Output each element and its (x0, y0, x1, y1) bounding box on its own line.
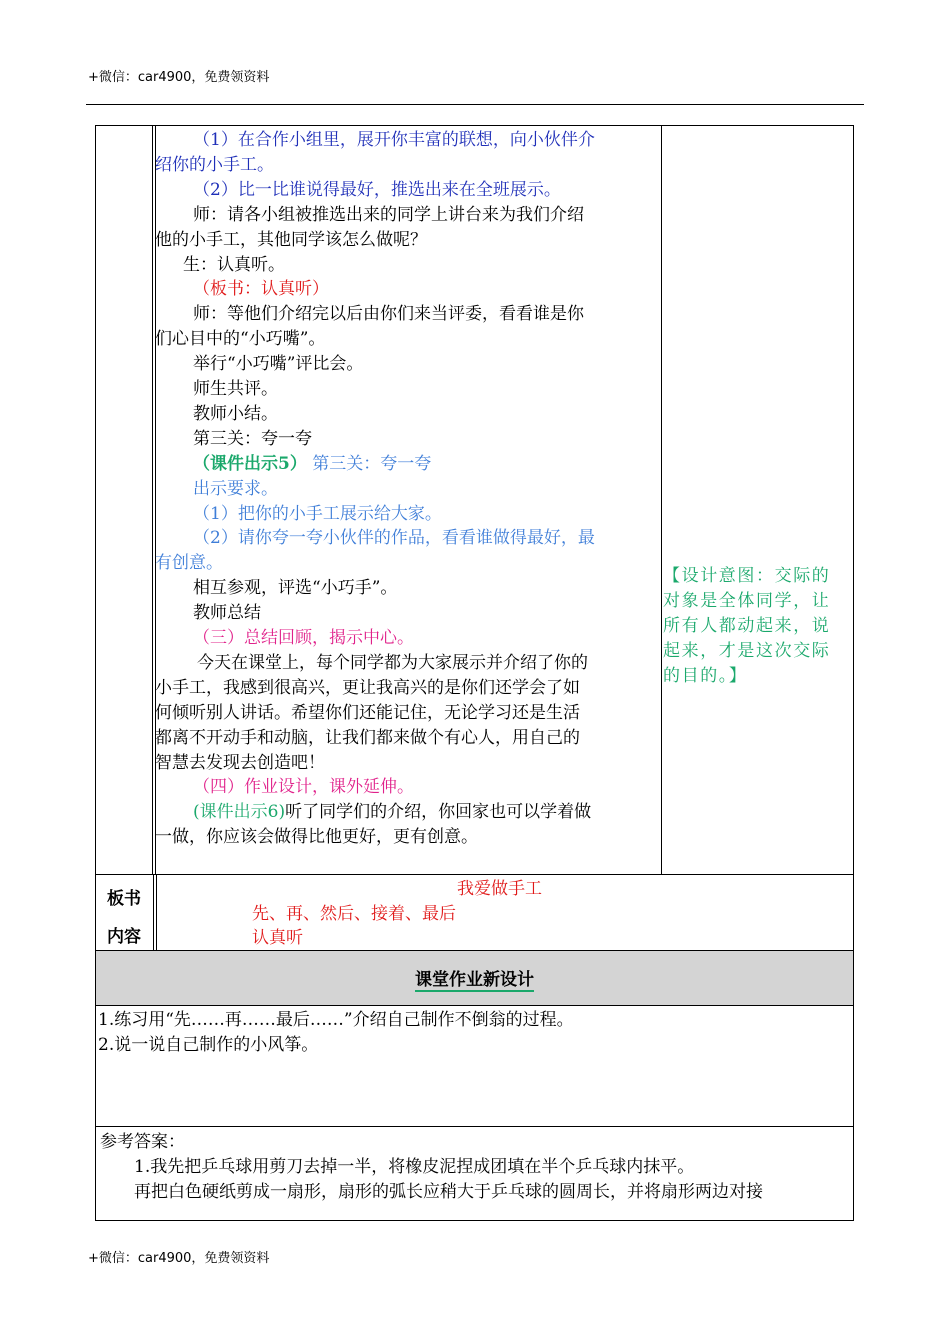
board-label-2: 内容 (107, 927, 141, 947)
lesson-line (183, 253, 285, 278)
lesson-line (193, 626, 414, 651)
lesson-line-segment: （2）请你夸一夸小伙伴的作品，看看谁做得最好，最 (193, 528, 595, 549)
lesson-line-segment: 都离不开动手和动脑，让我们都来做个有心人，用自己的 (155, 727, 580, 748)
answer-divider (96, 1126, 853, 1127)
lesson-content (155, 128, 660, 868)
lesson-line-segment: （板书：认真听） (193, 279, 329, 300)
lesson-line-segment: 相互参观，评选“小巧手”。 (193, 578, 398, 599)
header-divider (86, 104, 864, 105)
lesson-line (193, 128, 595, 153)
lesson-line-segment: 第三关：夸一夸 (306, 453, 432, 474)
lesson-line (155, 551, 223, 576)
board-divider (153, 874, 154, 950)
lesson-line (155, 327, 325, 352)
lesson-line-segment: 师：等他们介绍完以后由你们来当评委，看看谁是你 (193, 304, 584, 325)
lesson-line-segment: 们心目中的“小巧嘴”。 (155, 329, 326, 350)
lesson-line (193, 502, 442, 527)
lesson-line (193, 302, 584, 327)
board-title: 我爱做手工 (457, 879, 542, 899)
lesson-line (193, 427, 312, 452)
lesson-table (95, 125, 854, 1221)
lesson-line-segment: 一做，你应该会做得比他更好，更有创意。 (155, 827, 478, 848)
lesson-line-segment: 何倾听别人讲话。希望你们还能记住，无论学习还是生活 (155, 702, 580, 723)
design-intent-line: 对象是全体同学，让 (663, 591, 831, 611)
lesson-line (155, 153, 274, 178)
lesson-line (193, 352, 363, 377)
lesson-line-segment: 生：认真听。 (183, 254, 285, 275)
lesson-line (193, 277, 329, 302)
lesson-line-segment: 教师总结 (193, 603, 261, 624)
lesson-line-segment: （四）作业设计，课外延伸。 (193, 777, 414, 798)
lesson-line (193, 178, 561, 203)
lesson-line-segment: 听了同学们的介绍，你回家也可以学着做 (285, 802, 592, 823)
answer-label: 参考答案： (100, 1132, 185, 1152)
homework-heading: 课堂作业新设计 (415, 970, 534, 990)
lesson-line-segment: （2）比一比谁说得最好，推选出来在全班展示。 (193, 179, 561, 200)
lesson-line (155, 751, 325, 776)
homework-heading-band (96, 950, 853, 1006)
lesson-line-segment: 智慧去发现去创造吧！ (155, 752, 325, 773)
lesson-line (155, 726, 580, 751)
board-label-cell (96, 874, 153, 950)
lesson-line-segment: 有创意。 (155, 553, 223, 574)
lesson-line-segment: （三）总结回顾，揭示中心。 (193, 628, 414, 648)
lesson-line-segment: 师生共评。 (193, 379, 278, 399)
lesson-line-segment: 举行“小巧嘴”评比会。 (193, 354, 364, 375)
lesson-line-segment: 出示要求。 (193, 478, 278, 499)
board-label-1: 板书 (107, 889, 141, 909)
lesson-line-segment: 今天在课堂上，每个同学都为大家展示并介绍了你的 (197, 652, 588, 673)
board-divider-inner (156, 874, 157, 950)
right-col-divider (661, 126, 662, 874)
lesson-line-segment: 绍你的小手工。 (155, 154, 274, 175)
lesson-line (155, 825, 478, 850)
lesson-line (193, 402, 278, 427)
board-line-1: 先、再、然后、接着、最后 (252, 904, 456, 924)
page-footer: +微信：car4900，免费领资料 (88, 1251, 270, 1266)
lesson-line-segment: (课件出示6) (193, 802, 286, 823)
page-header: +微信：car4900，免费领资料 (88, 70, 270, 85)
homework-item-1: 1.练习用“先……再……最后……”介绍自己制作不倒翁的过程。 (98, 1010, 574, 1030)
lesson-line (193, 800, 591, 825)
lesson-line-segment: 第三关：夸一夸 (193, 428, 312, 449)
lesson-line-segment: （课件出示5） (193, 453, 307, 474)
design-intent-line: 的目的。】 (663, 666, 748, 686)
lesson-line (197, 651, 588, 676)
answer-line-2: 再把白色硬纸剪成一扇形，扇形的弧长应稍大于乒乓球的圆周长，并将扇形两边对接 (134, 1182, 763, 1202)
lesson-line-segment: （1）在合作小组里，展开你丰富的联想，向小伙伴介 (193, 130, 595, 150)
lesson-line (155, 228, 427, 253)
left-col-divider (152, 126, 153, 874)
lesson-line-segment: 教师小结。 (193, 403, 278, 424)
lesson-line (193, 452, 431, 477)
answer-line-1: 1.我先把乒乓球用剪刀去掉一半，将橡皮泥捏成团填在半个乒乓球内抹平。 (134, 1157, 695, 1177)
lesson-line-segment: 他的小手工，其他同学该怎么做呢？ (155, 229, 427, 250)
lesson-line (193, 576, 397, 601)
lesson-line (155, 701, 580, 726)
lesson-line (193, 477, 278, 502)
lesson-line (193, 203, 584, 228)
section-divider (96, 874, 853, 875)
board-line-2: 认真听 (252, 928, 303, 948)
design-intent (663, 564, 853, 694)
lesson-line-segment: （1）把你的小手工展示给大家。 (193, 503, 442, 524)
lesson-line (193, 775, 414, 800)
lesson-line-segment: 师：请各小组被推选出来的同学上讲台来为我们介绍 (193, 204, 584, 225)
lesson-line (193, 377, 278, 402)
homework-item-2: 2.说一说自己制作的小风筝。 (98, 1035, 319, 1055)
design-intent-line: 起来，才是这次交际 (663, 641, 831, 661)
design-intent-line: 所有人都动起来，说 (663, 616, 831, 636)
design-intent-line: 【设计意图：交际的 (663, 566, 831, 586)
lesson-line-segment: 小手工，我感到很高兴，更让我高兴的是你们还学会了如 (155, 677, 580, 698)
lesson-line (193, 601, 261, 626)
lesson-line (155, 676, 580, 701)
lesson-line (193, 526, 595, 551)
